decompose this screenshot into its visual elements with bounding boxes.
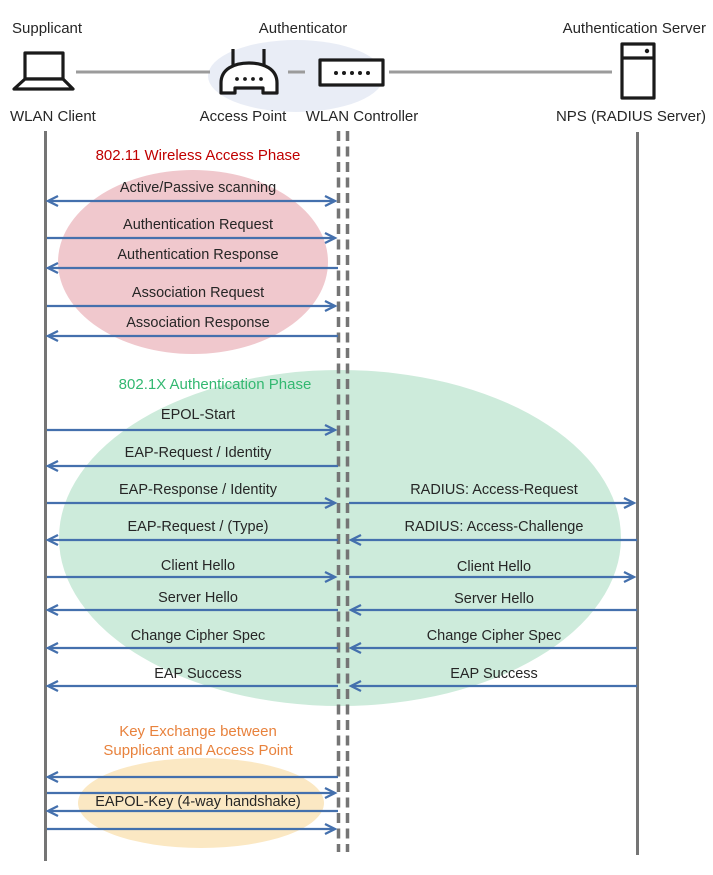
device-label-wlan-controller: WLAN Controller — [305, 108, 419, 125]
message-label-client-hello-left: Client Hello — [160, 558, 236, 574]
phase2-title: 802.1X Authentication Phase — [118, 376, 312, 393]
message-label-change-cipher-spec-left: Change Cipher Spec — [130, 628, 266, 644]
role-authentication-server: Authentication Server — [562, 20, 706, 37]
message-label-eap-success-left: EAP Success — [154, 666, 242, 682]
message-label-eap-success-right: EAP Success — [450, 666, 538, 682]
message-label-association-request: Association Request — [131, 285, 265, 301]
role-supplicant: Supplicant — [12, 20, 83, 37]
message-label-radius-access-request: RADIUS: Access-Request — [410, 482, 578, 498]
device-label-wlan-client: WLAN Client — [10, 108, 96, 125]
phase3-title-line2: Supplicant and Access Point — [103, 742, 293, 759]
laptop-icon — [14, 53, 73, 89]
message-label-radius-access-challenge: RADIUS: Access-Challenge — [404, 519, 584, 535]
message-label-epol-start: EPOL-Start — [160, 407, 236, 423]
message-label-change-cipher-spec-right: Change Cipher Spec — [426, 628, 562, 644]
device-label-nps-server: NPS (RADIUS Server) — [555, 108, 706, 125]
message-label-server-hello-left: Server Hello — [158, 590, 238, 606]
message-label-authentication-request: Authentication Request — [123, 217, 273, 233]
phase3-title-line1: Key Exchange between — [119, 723, 277, 740]
message-label-server-hello-right: Server Hello — [454, 591, 534, 607]
message-label-association-response: Association Response — [126, 315, 270, 331]
message-label-active-passive-scanning: Active/Passive scanning — [119, 180, 277, 196]
wlan-controller-icon — [320, 60, 383, 85]
message-label-eap-response-identity: EAP-Response / Identity — [119, 482, 277, 498]
message-label-eap-request-identity: EAP-Request / Identity — [124, 445, 272, 461]
message-label-client-hello-right: Client Hello — [456, 559, 532, 575]
device-label-access-point: Access Point — [199, 108, 287, 125]
message-label-authentication-response: Authentication Response — [117, 247, 279, 263]
message-label-eapol-key: EAPOL-Key (4-way handshake) — [95, 794, 301, 810]
role-authenticator: Authenticator — [258, 20, 348, 37]
phase1-title: 802.11 Wireless Access Phase — [95, 147, 301, 164]
server-icon — [622, 44, 654, 98]
message-label-eap-request-type: EAP-Request / (Type) — [127, 519, 269, 535]
